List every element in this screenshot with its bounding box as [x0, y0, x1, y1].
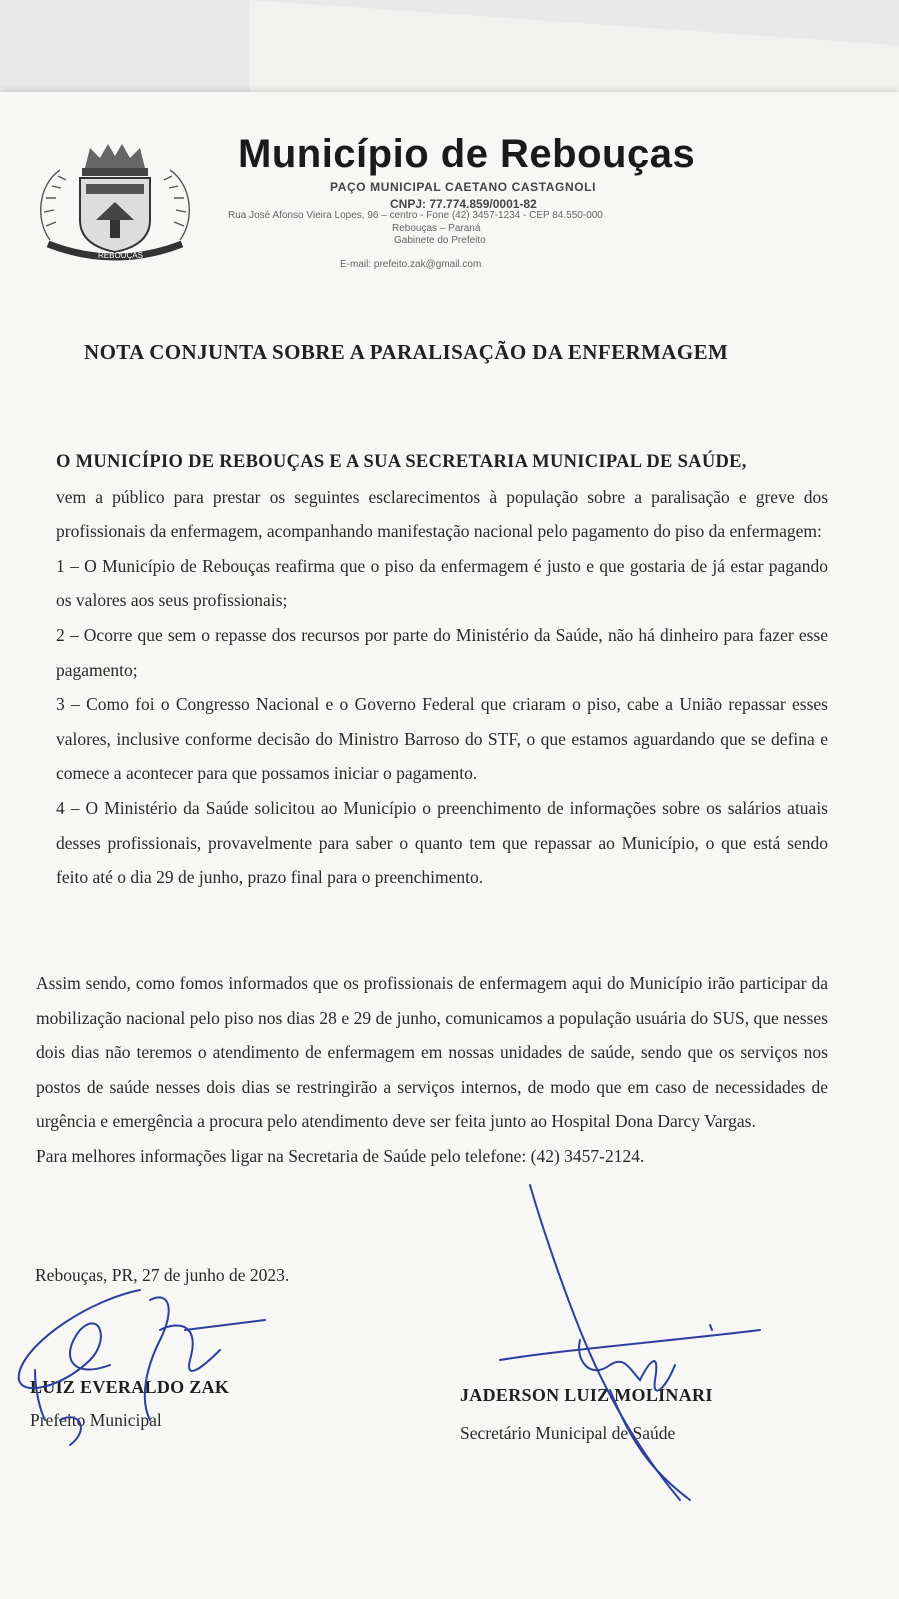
lead-heading: O MUNICÍPIO DE REBOUÇAS E A SUA SECRETARIA MUNICIPAL DE SAÚDE,	[56, 452, 747, 472]
dateline: Rebouças, PR, 27 de junho de 2023.	[35, 1265, 290, 1285]
contact-paragraph: Para melhores informações ligar na Secretaria de Saúde pelo telefone: (42) 3457-2124.	[36, 1145, 645, 1166]
mayor-name: LUIZ EVERALDO ZAK	[30, 1377, 230, 1397]
list-item: 3 – Como foi o Congresso Nacional e o Governo Federal que criaram o piso, cabe a União repassar esses valores, inclusive conforme decisão do Ministro Barroso do STF, o que estamos aguardando que se defina e comece a acontecer para que possamos iniciar o pagamento.	[56, 694, 828, 784]
secretary-role: Secretário Municipal de Saúde	[460, 1423, 676, 1443]
document-title: NOTA CONJUNTA SOBRE A PARALISAÇÃO DA ENFERMAGEM	[84, 340, 729, 364]
secretary-name: JADERSON LUIZ MOLINARI	[460, 1385, 713, 1405]
address: Rua José Afonso Vieira Lopes, 96 – centro - Fone (42) 3457-1234 - CEP 84.550-000	[228, 210, 603, 221]
crest-ribbon-text: REBOUÇAS	[98, 251, 143, 260]
conclusion-paragraph: Assim sendo, como fomos informados que os profissionais de enfermagem aqui do Município irão participar da mobilização nacional pelo piso nos dias 28 e 29 de junho, comunicamos a população usuária do SUS, que nesses dois dias não teremos o atendimento de enfermagem em nossas unidades de saúde, sendo que os serviços nos postos de saúde nesses dois dias se restringirão a serviços internos, de modo que em caso de necessidades de urgência e emergência a procura pelo atendimento deve ser feita junto ao Hospital Dona Darcy Vargas.	[36, 973, 828, 1132]
list-item: 2 – Ocorre que sem o repasse dos recursos por parte do Ministério da Saúde, não há dinheiro para fazer esse pagamento;	[56, 624, 828, 680]
conclusion-block	[36, 966, 828, 1174]
cnpj: CNPJ: 77.774.859/0001-82	[390, 197, 537, 211]
municipal-crest-icon	[30, 140, 200, 270]
intro-paragraph: vem a público para prestar os seguintes esclarecimentos à população sobre a paralisação e greve dos profissionais da enfermagem, acompanhando manifestação nacional pelo pagamento do piso da enfermagem:	[56, 486, 828, 542]
building-name: PAÇO MUNICIPAL CAETANO CASTAGNOLI	[330, 180, 597, 194]
municipality-title: Município de Rebouças	[238, 132, 696, 176]
office: Gabinete do Prefeito	[394, 235, 486, 246]
email: E-mail: prefeito.zak@gmail.com	[340, 259, 482, 270]
list-item: 1 – O Município de Rebouças reafirma que o piso da enfermagem é justo e que gostaria de já estar pagando os valores aos seus profissionais;	[56, 555, 828, 611]
city: Rebouças – Paraná	[392, 223, 481, 234]
statement-body	[56, 445, 828, 895]
list-item: 4 – O Ministério da Saúde solicitou ao Município o preenchimento de informações sobre os salários atuais desses profissionais, provavelmente para saber o quanto tem que repassar ao Município, o que está sendo feito até o dia 29 de junho, prazo final para o preenchimento.	[56, 797, 828, 888]
mayor-role: Prefeito Municipal	[30, 1410, 162, 1430]
